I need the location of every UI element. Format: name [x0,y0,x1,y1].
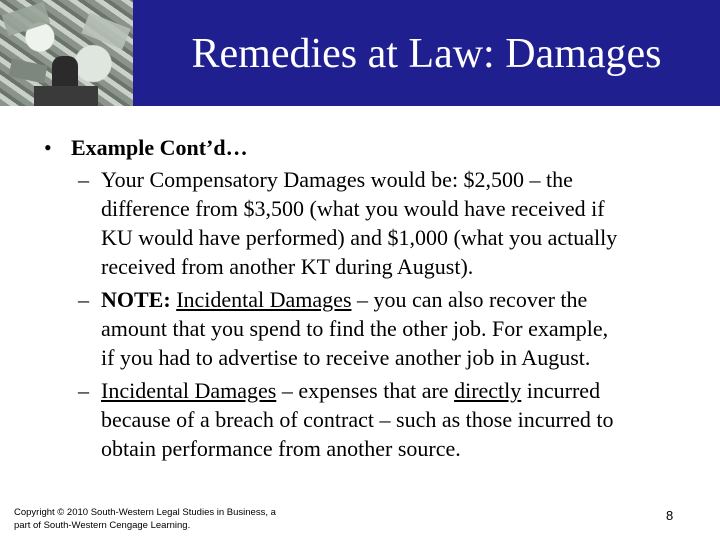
bullet-marker: • [44,135,52,160]
item1-line: Your Compensatory Damages would be: $2,500 – the [101,167,573,192]
note-label: NOTE: [101,287,171,312]
directly-word: directly [454,378,522,403]
item1-line: difference from $3,500 (what you would have received if [101,196,605,221]
dash-marker: – [78,167,89,192]
copyright-footer [14,506,276,532]
incidental-damages-term: Incidental Damages [176,287,352,312]
dash-marker: – [78,378,89,403]
item3-line: because of a breach of contract – such as those incurred to [101,407,614,432]
item3-line: obtain performance from another source. [101,436,461,461]
money-photo [0,0,133,106]
bullet-heading: Example Cont’d… [71,135,248,160]
item2-line: amount that you spend to find the other job. For example, [101,316,609,341]
item2-line [101,286,587,314]
item1-line: KU would have performed) and $1,000 (what you actually [101,225,618,250]
page-number: 8 [666,508,674,523]
dash-marker: – [78,287,89,312]
desk-shape [34,86,98,106]
item3-line1-end: incurred [521,378,601,403]
item2-line1-rest: – you can also recover the [351,287,588,312]
copyright-line: Copyright © 2010 South-Western Legal Studies in Business, a [14,507,276,518]
title-banner [0,0,720,106]
money-bill-shape [2,2,51,37]
item3-line [101,377,600,405]
item2-line: if you had to advertise to receive another job in August. [101,345,591,370]
money-bill-shape [81,13,130,50]
item3-line1-mid: – expenses that are [276,378,455,403]
copyright-line: part of South-Western Cengage Learning. [14,520,191,531]
slide-title: Remedies at Law: Damages [191,31,662,77]
money-bill-shape [9,58,48,83]
item1-line: received from another KT during August). [101,254,474,279]
incidental-damages-term: Incidental Damages [101,378,277,403]
